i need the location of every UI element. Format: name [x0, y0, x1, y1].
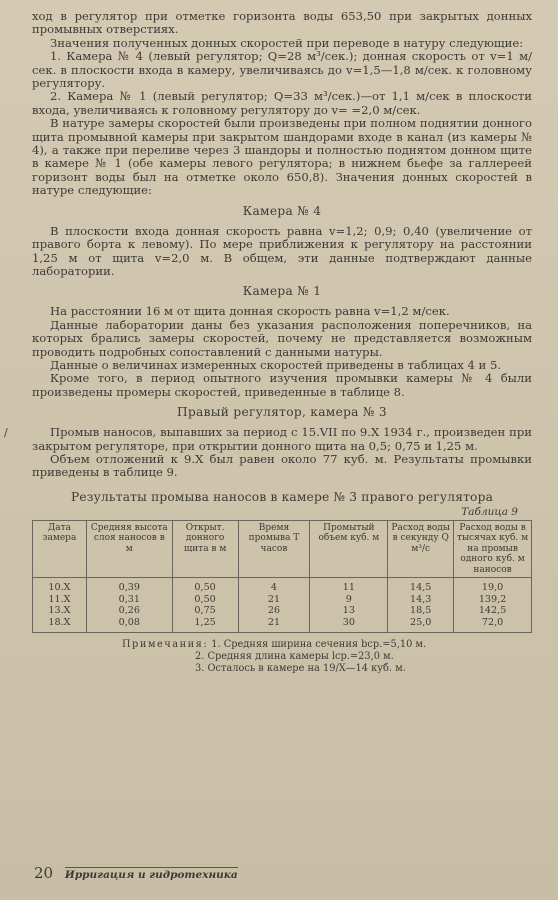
- table-cell: 21: [238, 617, 310, 633]
- note-item: 1. Средняя ширина сечения bср.=5,10 м.: [211, 639, 427, 651]
- heading-camera-4: Камера № 4: [242, 203, 322, 218]
- table-header-cell: Расход воды в секунду Q м³/с: [388, 520, 454, 578]
- table-cell: 21: [238, 594, 310, 606]
- table-cell: 1,25: [172, 617, 238, 633]
- table-number: Таблица 9: [461, 505, 518, 518]
- table-cell: 0,50: [172, 594, 238, 606]
- table-cell: 139,2: [454, 594, 532, 606]
- table-cell: 0,08: [86, 617, 172, 633]
- table-cell: 142,5: [454, 605, 532, 617]
- table-header-cell: Дата замера: [33, 520, 87, 578]
- table-header-cell: Расход воды в тысячах куб. м на промыв одного куб. м наносов: [454, 520, 532, 578]
- paragraph-nature: В натуре замеры скоростей были произведены при полном поднятии донного щита промывной камеры при закрытом шандорами входе в канал (из камеры № 4), а также при переливе через 3 шандоры и полностью поднятом донном щите в камере № 1 (обе камеры левого регулятора; в нижнем бьефе за галлереей горизонт воды был на отметке около 650,8). Значения донных скоростей в натуре следующие:: [32, 116, 532, 198]
- table-cell: 30: [310, 617, 388, 633]
- table-cell: 0,50: [172, 578, 238, 594]
- table-row: [33, 594, 532, 606]
- paragraph-camera-4: В плоскости входа донная скорость равна v=1,2; 0,9; 0,40 (увеличение от правого борта к левому). По мере приближения к регулятору на расстоянии 1,25 м от щита v=2,0 м. В общем, эти данные подтверждают данные лаборатории.: [32, 223, 532, 278]
- table-title: Результаты промыва наносов в камере № 3 правого регулятора: [70, 489, 494, 504]
- table-cell: 10.X: [33, 578, 87, 594]
- table-cell: 13: [310, 605, 388, 617]
- table-cell: 11.X: [33, 594, 87, 606]
- table-cell: 26: [238, 605, 310, 617]
- table-cell: 0,39: [86, 578, 172, 594]
- paragraph-top: ход в регулятор при отметке горизонта воды 653,50 при закрытых донных промывных отверстиях.: [32, 9, 532, 37]
- paragraph-tables: Данные о величинах измеренных скоростей приведены в таблицах 4 и 5.: [50, 357, 502, 372]
- results-table: [32, 520, 532, 634]
- note-item: 2. Средняя длина камеры lср.=23,0 м.: [195, 651, 394, 663]
- paragraph-besides: Кроме того, в период опытного изучения промывки камеры № 4 были произведены промеры скоростей, приведенные в таблице 8.: [32, 371, 532, 399]
- table-cell: 14,5: [388, 578, 454, 594]
- table-cell: 14,3: [388, 594, 454, 606]
- table-header-cell: Время промыва T часов: [238, 520, 310, 578]
- table-cell: 11: [310, 578, 388, 594]
- table-cell: 72,0: [454, 617, 532, 633]
- table-header-row: [33, 520, 532, 578]
- table-cell: 0,75: [172, 605, 238, 617]
- table-cell: 18,5: [388, 605, 454, 617]
- notes-label: Примечания:: [122, 639, 209, 651]
- page-number: 20: [34, 864, 54, 882]
- paragraph-camera-1: На расстоянии 16 м от щита донная скорость равна v=1,2 м/сек.: [50, 304, 450, 319]
- note-item: 3. Осталось в камере на 19/X—14 куб. м.: [195, 663, 406, 675]
- table-cell: 0,26: [86, 605, 172, 617]
- table-cell: 19,0: [454, 578, 532, 594]
- paragraph-flush: Промыв наносов, выпавших за период с 15.VII по 9.X 1934 г., произведен при закрытом регуляторе, при открытии донного щита на 0,5; 0,75 и 1,25 м.: [32, 425, 532, 453]
- paragraph-item-1: 1. Камера № 4 (левый регулятор; Q=28 м³/сек.); донная скорость от v=1 м/сек. в плоскости входа в камеру, увеличиваясь до v=1,5—1,8 м/сек. к головному регулятору.: [32, 49, 532, 91]
- table-header-cell: Открыт. донного щита в м: [172, 520, 238, 578]
- table-cell: 18.X: [33, 617, 87, 633]
- heading-camera-1: Камера № 1: [242, 284, 322, 299]
- table-cell: 0,31: [86, 594, 172, 606]
- table-row: [33, 617, 532, 633]
- paragraph-volume: Объем отложений к 9.X был равен около 77 куб. м. Результаты промывки приведены в таблице 9.: [32, 451, 532, 480]
- table-cell: 4: [238, 578, 310, 594]
- table-row: [33, 578, 532, 594]
- paragraph-lab: Данные лаборатории даны без указания расположения поперечников, на которых брались замеры скоростей, почему не представляется возможным проводить подробных сопоставлений с данными натуры.: [32, 317, 532, 359]
- table-cell: 9: [310, 594, 388, 606]
- table-row: [33, 605, 532, 617]
- table-header-cell: Промытый объем куб. м: [310, 520, 388, 578]
- table-notes: [122, 639, 532, 675]
- table-header-cell: Средняя высота слоя наносов в м: [86, 520, 172, 578]
- table-cell: 25,0: [388, 617, 454, 633]
- paragraph-intro: Значения полученных донных скоростей при переводе в натуру следующие:: [50, 35, 524, 50]
- page-footer: [34, 864, 238, 882]
- paragraph-item-2: 2. Камера № 1 (левый регулятор; Q=33 м³/сек.)—от 1,1 м/сек в плоскости входа, увеличиваясь к головному регулятору до v= =2,0 м/сек.: [32, 89, 532, 117]
- heading-right-regulator: Правый регулятор, камера № 3: [177, 405, 387, 420]
- margin-mark: /: [4, 426, 8, 440]
- journal-title: Ирригация и гидротехника: [64, 869, 238, 881]
- table-cell: 13.X: [33, 605, 87, 617]
